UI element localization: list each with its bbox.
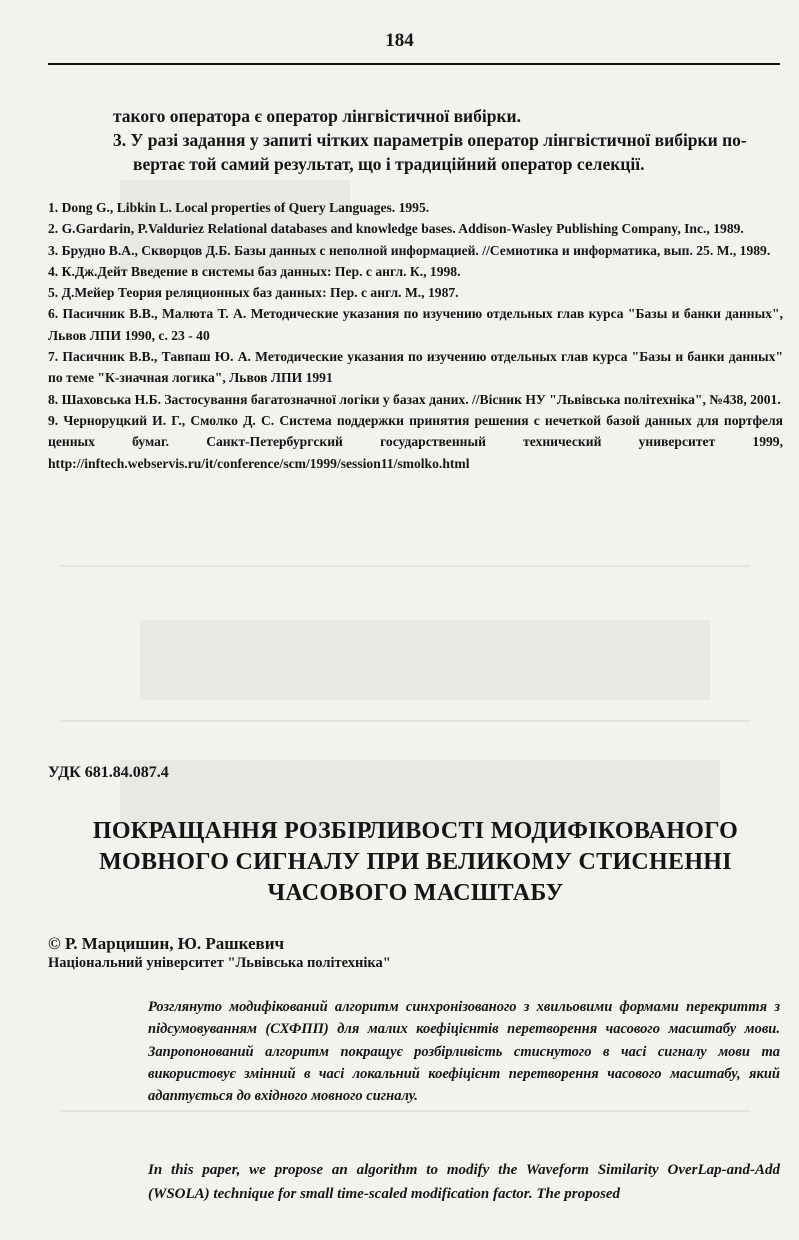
list-item-3-continuation: вертає той самий результат, що і традиційний оператор селекції. xyxy=(133,154,645,174)
abstract-ukrainian: Розглянуто модифікований алгоритм синхронізованого з хвильовими формами перекриття з підсумовуванням (СХФПП) для малих коефіцієнтів перетворення часового масштабу мови. Запропонований алгоритм покращує розбірливість стиснутого в часі сигналу мови та використовує змінний в часі локальний коефіцієнт перетворення часового масштабу, який адаптується до вхідного мовного сигналу. xyxy=(148,999,780,1105)
page-number: 184 xyxy=(385,30,414,51)
list-item-3: 3. У разі задання у запиті чітких параметрів оператор лінгвістичної вибірки по- xyxy=(113,130,747,150)
reference-list xyxy=(48,197,783,474)
reference-item: 1. Dong G., Libkin L. Local properties of Query Languages. 1995. xyxy=(48,200,430,215)
reference-item: 5. Д.Мейер Теория реляционных баз данных: Пер. с англ. М., 1987. xyxy=(48,285,459,301)
reference-item: 4. К.Дж.Дейт Введение в системы баз данных: Пер. с англ. К., 1998. xyxy=(48,263,461,279)
reference-item: 9. Черноруцкий И. Г., Смолко Д. С. Система поддержки принятия решения с нечеткой базой данных для портфеля ценных бумаг. Санкт-Петербургский государственный технический университет 1999, http://inftech.webservis.ru/it/conference/scm/1999/session11/smolko.html xyxy=(48,412,783,471)
abstract-english: In this paper, we propose an algorithm to modify the Waveform Similarity OverLap-and-Add (WSOLA) technique for small time-scaled modification factor. The proposed xyxy=(148,1162,780,1202)
header-rule xyxy=(48,63,780,65)
bleed-through-line xyxy=(60,1110,750,1112)
bleed-through-table xyxy=(140,620,710,700)
udc-code: УДК 681.84.087.4 xyxy=(48,764,169,781)
title-line: МОВНОГО СИГНАЛУ ПРИ ВЕЛИКОМУ СТИСНЕННІ xyxy=(99,849,732,875)
article-title xyxy=(48,816,783,909)
reference-item: 8. Шаховська Н.Б. Застосування багатозначної логіки у базах даних. //Вісник НУ "Львівська політехніка", №438, 2001. xyxy=(48,391,781,407)
reference-item: 2. G.Gardarin, P.Valduriez Relational databases and knowledge bases. Addison-Wasley Publishing Company, Inc., 1989. xyxy=(48,221,744,237)
title-line: ЧАСОВОГО МАСШТАБУ xyxy=(267,880,564,906)
intro-line: такого оператора є оператор лінгвістичної вибірки. xyxy=(113,106,522,126)
title-line: ПОКРАЩАННЯ РОЗБІРЛИВОСТІ МОДИФІКОВАНОГО xyxy=(92,818,739,844)
intro-text xyxy=(48,104,783,176)
affiliation: Національний університет "Львівська політехніка" xyxy=(48,955,391,971)
reference-item: 3. Брудно В.А., Скворцов Д.Б. Базы данных с неполной информацией. //Семиотика и информатика, вып. 25. М., 1989. xyxy=(48,242,771,258)
reference-item: 7. Пасичник В.В., Тавпаш Ю. А. Методические указания по изучению отдельных глав курса "Базы и банки данных" по теме "К-значная логика", Львов ЛПИ 1991 xyxy=(48,349,783,386)
bleed-through-line xyxy=(60,565,750,567)
bleed-through-line xyxy=(60,720,750,722)
reference-item: 6. Пасичник В.В., Малюта Т. А. Методические указания по изучению отдельных глав курса "Базы и банки данных", Львов ЛПИ 1990, с. 23 - 40 xyxy=(48,306,783,343)
authors: © Р. Марцишин, Ю. Рашкевич xyxy=(48,934,285,953)
